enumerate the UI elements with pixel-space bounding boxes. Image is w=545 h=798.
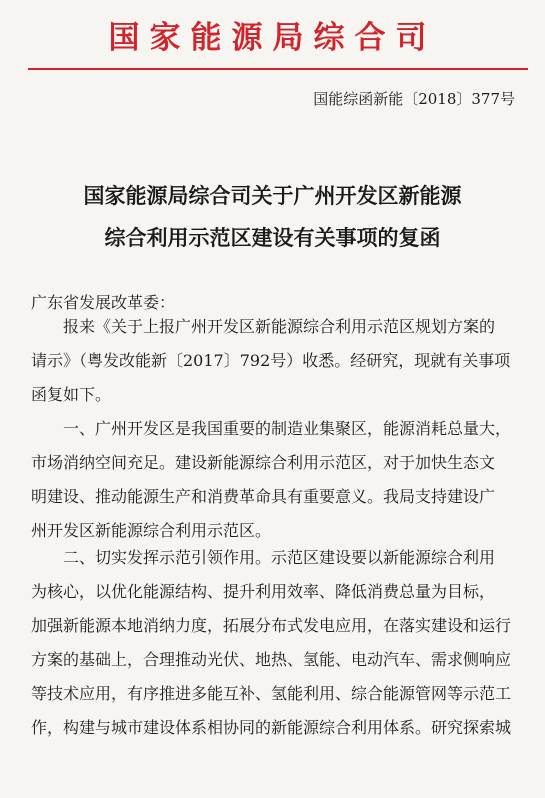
document-number: 国能综函新能〔2018〕377号: [313, 90, 515, 108]
salutation: 广东省发展改革委：: [31, 293, 176, 312]
paragraph-line: 方案的基础上，合理推动光伏、地热、氢能、电动汽车、需求侧响应: [31, 650, 512, 669]
document-title-line-2: 综合利用示范区建设有关事项的复函: [104, 225, 441, 250]
letterhead-title: 国家能源局综合司: [108, 20, 437, 56]
paragraph-line: 请示》（粤发改能新〔2017〕792号）收悉。经研究，现就有关事项: [31, 351, 511, 370]
paragraph-1: [31, 310, 517, 412]
letterhead-divider: [28, 68, 528, 70]
paragraph-line: 市场消纳空间充足。建设新能源综合利用示范区，对于加快生态文: [31, 453, 496, 472]
document-title-line-1: 国家能源局综合司关于广州开发区新能源: [83, 183, 462, 208]
paragraph-line: 等技术应用，有序推进多能互补、氢能利用、综合能源管网等示范工: [31, 684, 512, 703]
paragraph-line: 为核心，以优化能源结构、提升利用效率、降低消费总量为目标，: [31, 582, 496, 601]
paragraph-3: [31, 541, 517, 745]
paragraph-line: 二、切实发挥示范引领作用。示范区建设要以新能源综合利用: [63, 548, 496, 567]
paragraph-line: 报来《关于上报广州开发区新能源综合利用示范区规划方案的: [63, 317, 496, 336]
paragraph-line: 明建设、推动能源生产和消费革命具有重要意义。我局支持建设广: [31, 487, 496, 506]
paragraph-line: 函复如下。: [31, 385, 112, 404]
paragraph-line: 加强新能源本地消纳力度，拓展分布式发电应用，在落实建设和运行: [31, 616, 512, 635]
paragraph-line: 作，构建与城市建设体系相协同的新能源综合利用体系。研究探索城: [31, 718, 512, 737]
paragraph-2: [31, 412, 517, 548]
paragraph-line: 州开发区新能源综合利用示范区。: [31, 521, 272, 540]
paragraph-line: 一、广州开发区是我国重要的制造业集聚区，能源消耗总量大，: [63, 419, 512, 438]
